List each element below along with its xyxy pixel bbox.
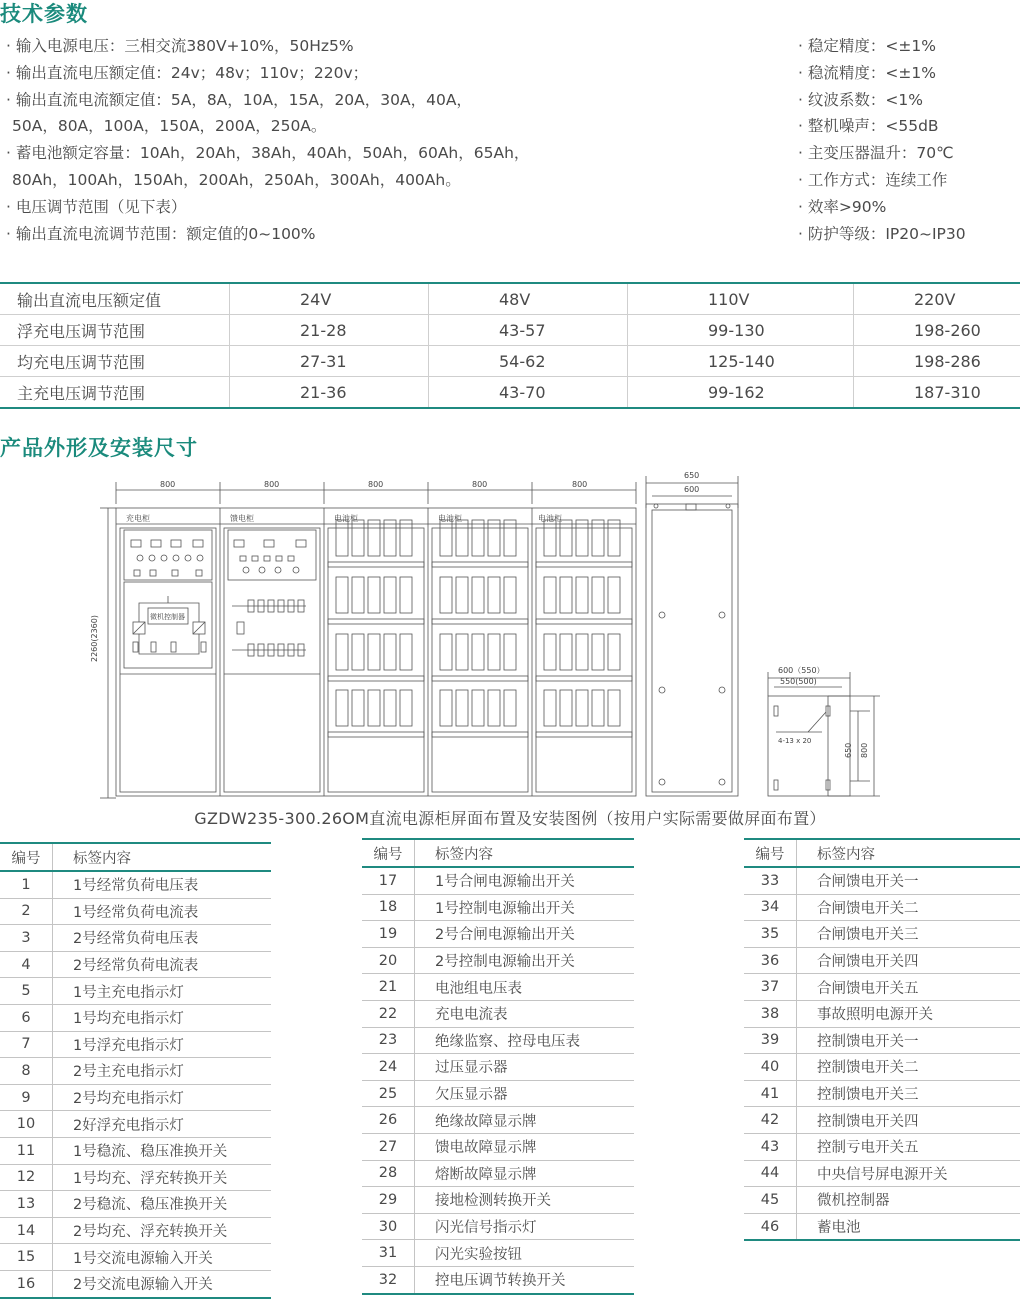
label-number: 1 — [0, 871, 53, 898]
panel-label: 电池柜 — [538, 513, 562, 523]
table-row — [744, 974, 1020, 1001]
label-content: 闪光实验按钮 — [415, 1240, 635, 1267]
label-number: 13 — [0, 1191, 53, 1218]
label-content: 馈电故障显示牌 — [415, 1133, 635, 1160]
table-row — [0, 1244, 271, 1271]
table-cell: 198-286 — [854, 346, 1020, 377]
spec-line: · 蓄电池额定容量：10Ah，20Ah，38Ah，40Ah，50Ah，60Ah，65Ah， — [6, 140, 529, 167]
table-cell: 27-31 — [230, 346, 429, 377]
specs-left — [6, 33, 529, 247]
width-label: 800 — [368, 480, 383, 489]
table-row — [744, 1213, 1020, 1240]
battery-cell — [336, 577, 348, 613]
table-cell: 21-28 — [230, 315, 429, 346]
table-row — [362, 894, 634, 921]
table-row — [0, 871, 271, 898]
base-width-label: 600（550） — [778, 666, 825, 675]
battery-shelf — [432, 619, 528, 624]
side-view — [646, 471, 738, 796]
table-row — [0, 1058, 271, 1085]
battery-shelf — [536, 562, 632, 567]
table-row — [744, 921, 1020, 948]
table-row — [0, 1031, 271, 1058]
side-width-label: 650 — [684, 471, 699, 480]
battery-cell — [504, 634, 516, 670]
battery-shelf — [536, 676, 632, 681]
label-number: 6 — [0, 1004, 53, 1031]
width-label: 800 — [472, 480, 487, 489]
label-number: 14 — [0, 1217, 53, 1244]
battery-cell — [456, 634, 468, 670]
battery-frame — [328, 528, 424, 792]
table-row — [0, 1270, 271, 1297]
label-content: 过压显示器 — [415, 1054, 635, 1081]
battery-cell — [384, 634, 396, 670]
label-number: 36 — [744, 947, 797, 974]
label-content: 1号均充电指示灯 — [53, 1004, 272, 1031]
spec-line: · 防护等级：IP20~IP30 — [798, 221, 966, 248]
label-content: 2号经常负荷电压表 — [53, 925, 272, 952]
label-number: 15 — [0, 1244, 53, 1271]
label-number: 33 — [744, 867, 797, 894]
battery-cell — [368, 690, 380, 726]
outline-title: 产品外形及安装尺寸 — [0, 432, 198, 462]
label-content: 绝缘监察、控母电压表 — [415, 1027, 635, 1054]
table-row — [362, 1107, 634, 1134]
header-no: 编号 — [0, 843, 53, 871]
label-content: 2号交流电源输入开关 — [53, 1270, 272, 1297]
table-row — [0, 1191, 271, 1218]
width-label: 800 — [572, 480, 587, 489]
battery-cell — [592, 634, 604, 670]
battery-cell — [544, 634, 556, 670]
row-label: 均充电压调节范围 — [0, 346, 230, 377]
label-number: 2 — [0, 898, 53, 925]
label-number: 10 — [0, 1111, 53, 1138]
battery-cell — [576, 577, 588, 613]
label-number: 35 — [744, 921, 797, 948]
label-table-1 — [0, 842, 271, 1299]
battery-shelf — [328, 619, 424, 624]
battery-cell — [352, 634, 364, 670]
battery-cell — [608, 520, 620, 556]
label-table-3 — [744, 838, 1020, 1241]
battery-cell — [440, 634, 452, 670]
table-row — [362, 921, 634, 948]
table-row — [362, 1027, 634, 1054]
spec-line: · 稳定精度：<±1% — [798, 33, 966, 60]
table-row — [0, 898, 271, 925]
label-content: 欠压显示器 — [415, 1080, 635, 1107]
header-no: 编号 — [744, 839, 797, 867]
label-content: 合闸馈电开关三 — [797, 921, 1020, 948]
label-content: 1号浮充电指示灯 — [53, 1031, 272, 1058]
table-cell: 187-310 — [854, 377, 1020, 409]
label-content: 控制馈电开关四 — [797, 1107, 1020, 1134]
battery-cell — [504, 520, 516, 556]
table-row — [362, 867, 634, 894]
label-number: 40 — [744, 1054, 797, 1081]
label-content: 2号稳流、稳压准换开关 — [53, 1191, 272, 1218]
label-content: 1号控制电源输出开关 — [415, 894, 635, 921]
table-row — [0, 1217, 271, 1244]
battery-cell — [456, 577, 468, 613]
table-header — [0, 843, 271, 871]
battery-cell — [544, 520, 556, 556]
label-number: 19 — [362, 921, 415, 948]
table-row — [362, 1054, 634, 1081]
table-row — [362, 1187, 634, 1214]
battery-cell — [440, 520, 452, 556]
spec-line: · 稳流精度：<±1% — [798, 60, 966, 87]
hole-label: 4-13 x 20 — [778, 737, 811, 745]
battery-cell — [576, 690, 588, 726]
side-width-label: 600 — [684, 485, 699, 494]
table-cell: 21-36 — [230, 377, 429, 409]
label-content: 2号主充电指示灯 — [53, 1058, 272, 1085]
label-number: 34 — [744, 894, 797, 921]
table-row — [0, 315, 1020, 346]
battery-cell — [400, 634, 412, 670]
table-row — [744, 1133, 1020, 1160]
label-number: 5 — [0, 978, 53, 1005]
battery-cell — [576, 520, 588, 556]
base-plate — [768, 666, 880, 796]
label-number: 46 — [744, 1213, 797, 1240]
panel-label: 电池柜 — [334, 513, 358, 523]
table-row — [0, 1164, 271, 1191]
battery-cell — [440, 577, 452, 613]
label-number: 26 — [362, 1107, 415, 1134]
battery-cell — [400, 690, 412, 726]
label-number: 18 — [362, 894, 415, 921]
label-number: 30 — [362, 1213, 415, 1240]
label-number: 44 — [744, 1160, 797, 1187]
label-content: 蓄电池 — [797, 1213, 1020, 1240]
table-cell: 198-260 — [854, 315, 1020, 346]
label-number: 7 — [0, 1031, 53, 1058]
table-row — [744, 1160, 1020, 1187]
label-content: 控制馈电开关二 — [797, 1054, 1020, 1081]
spec-line: · 输出直流电流调节范围：额定值的0~100% — [6, 221, 529, 248]
battery-cell — [488, 577, 500, 613]
battery-cell — [456, 690, 468, 726]
header-content: 标签内容 — [415, 839, 635, 867]
label-content: 1号主充电指示灯 — [53, 978, 272, 1005]
table-row — [744, 1000, 1020, 1027]
table-row — [362, 1240, 634, 1267]
spec-line: · 电压调节范围（见下表） — [6, 194, 529, 221]
label-content: 事故照明电源开关 — [797, 1000, 1020, 1027]
feeder-cabinet — [224, 528, 320, 792]
battery-cell — [368, 577, 380, 613]
label-number: 16 — [0, 1270, 53, 1297]
spec-line: · 效率>90% — [798, 194, 966, 221]
label-content: 控制亏电开关五 — [797, 1133, 1020, 1160]
label-content: 控制馈电开关三 — [797, 1080, 1020, 1107]
spec-line: · 输出直流电压额定值：24v；48v；110v；220v； — [6, 60, 529, 87]
table-cell: 99-162 — [628, 377, 854, 409]
battery-cell — [400, 577, 412, 613]
table-cell: 54-62 — [429, 346, 628, 377]
battery-cell — [592, 577, 604, 613]
label-number: 37 — [744, 974, 797, 1001]
battery-shelf — [328, 732, 424, 737]
table-row — [744, 947, 1020, 974]
table-cell: 43-57 — [429, 315, 628, 346]
row-label: 主充电压调节范围 — [0, 377, 230, 409]
breaker-row — [232, 600, 306, 656]
battery-cell — [504, 577, 516, 613]
specs-right — [798, 33, 966, 247]
label-number: 42 — [744, 1107, 797, 1134]
label-number: 12 — [0, 1164, 53, 1191]
table-cell: 125-140 — [628, 346, 854, 377]
table-row — [744, 894, 1020, 921]
battery-cell — [592, 690, 604, 726]
header-content: 标签内容 — [53, 843, 272, 871]
spec-line: · 输入电源电压：三相交流380V+10%，50Hz5% — [6, 33, 529, 60]
label-number: 20 — [362, 947, 415, 974]
label-content: 2号经常负荷电流表 — [53, 951, 272, 978]
battery-cell — [608, 690, 620, 726]
battery-cell — [400, 520, 412, 556]
battery-cell — [368, 520, 380, 556]
table-row — [362, 1133, 634, 1160]
battery-shelf — [536, 732, 632, 737]
label-content: 1号稳流、稳压准换开关 — [53, 1137, 272, 1164]
battery-cell — [336, 690, 348, 726]
table-row — [362, 1160, 634, 1187]
battery-cell — [352, 520, 364, 556]
label-content: 2号均充、浮充转换开关 — [53, 1217, 272, 1244]
table-cell: 24V — [230, 283, 429, 315]
battery-cell — [336, 520, 348, 556]
table-row — [362, 1000, 634, 1027]
battery-cell — [560, 690, 572, 726]
label-number: 39 — [744, 1027, 797, 1054]
table-header — [362, 839, 634, 867]
table-row — [0, 978, 271, 1005]
battery-frame — [536, 528, 632, 792]
battery-cell — [488, 520, 500, 556]
label-number: 21 — [362, 974, 415, 1001]
table-row — [744, 1107, 1020, 1134]
label-content: 2号均充电指示灯 — [53, 1084, 272, 1111]
battery-cell — [352, 690, 364, 726]
table-row — [0, 283, 1020, 315]
label-table-2 — [362, 838, 634, 1295]
label-content: 2号控制电源输出开关 — [415, 947, 635, 974]
row-label: 浮充电压调节范围 — [0, 315, 230, 346]
battery-cell — [544, 690, 556, 726]
spec-line: 50A，80A，100A，150A，200A，250A。 — [6, 113, 529, 140]
battery-cell — [576, 634, 588, 670]
spec-line: · 工作方式：连续工作 — [798, 167, 966, 194]
label-number: 24 — [362, 1054, 415, 1081]
label-number: 29 — [362, 1187, 415, 1214]
battery-cell — [472, 690, 484, 726]
label-number: 32 — [362, 1266, 415, 1293]
table-row — [0, 951, 271, 978]
voltage-range-table — [0, 282, 1020, 409]
label-number: 31 — [362, 1240, 415, 1267]
battery-cell — [488, 690, 500, 726]
battery-cell — [472, 577, 484, 613]
battery-cell — [336, 634, 348, 670]
spec-line: · 整机噪声：<55dB — [798, 113, 966, 140]
label-content: 闪光信号指示灯 — [415, 1213, 635, 1240]
spec-line: · 输出直流电流额定值：5A，8A，10A，15A，20A，30A，40A， — [6, 87, 529, 114]
label-content: 合闸馈电开关四 — [797, 947, 1020, 974]
charging-cabinet — [120, 528, 216, 792]
battery-shelf — [432, 676, 528, 681]
width-label: 800 — [264, 480, 279, 489]
table-cell: 110V — [628, 283, 854, 315]
battery-cell — [472, 520, 484, 556]
label-content: 控电压调节转换开关 — [415, 1266, 635, 1293]
cabinet-layout-drawing — [0, 460, 1020, 805]
panel-label: 馈电柜 — [230, 513, 254, 523]
label-content: 电池组电压表 — [415, 974, 635, 1001]
tech-params-title: 技术参数 — [0, 0, 88, 28]
label-number: 23 — [362, 1027, 415, 1054]
battery-shelf — [328, 676, 424, 681]
label-content: 1号经常负荷电压表 — [53, 871, 272, 898]
label-content: 2号合闸电源输出开关 — [415, 921, 635, 948]
label-number: 25 — [362, 1080, 415, 1107]
table-row — [0, 1111, 271, 1138]
label-number: 8 — [0, 1058, 53, 1085]
table-row — [362, 1213, 634, 1240]
label-content: 微机控制器 — [797, 1187, 1020, 1214]
width-label: 800 — [160, 480, 175, 489]
battery-cell — [440, 690, 452, 726]
label-number: 38 — [744, 1000, 797, 1027]
header-no: 编号 — [362, 839, 415, 867]
base-height-label: 650 — [844, 743, 853, 758]
panel-label: 充电柜 — [126, 513, 150, 523]
label-content: 合闸馈电开关一 — [797, 867, 1020, 894]
spec-line: · 纹波系数：<1% — [798, 87, 966, 114]
label-content: 1号均充、浮充转换开关 — [53, 1164, 272, 1191]
battery-cell — [608, 634, 620, 670]
table-row — [744, 1027, 1020, 1054]
table-row — [362, 1080, 634, 1107]
battery-frame — [432, 528, 528, 792]
label-number: 17 — [362, 867, 415, 894]
table-cell: 220V — [854, 283, 1020, 315]
battery-cell — [384, 520, 396, 556]
label-content: 1号合闸电源输出开关 — [415, 867, 635, 894]
table-row — [362, 1266, 634, 1293]
battery-cell — [488, 634, 500, 670]
battery-cell — [352, 577, 364, 613]
label-number: 9 — [0, 1084, 53, 1111]
table-row — [744, 1080, 1020, 1107]
label-content: 合闸馈电开关五 — [797, 974, 1020, 1001]
label-content: 2好浮充电指示灯 — [53, 1111, 272, 1138]
header-content: 标签内容 — [797, 839, 1020, 867]
label-content: 中央信号屏电源开关 — [797, 1160, 1020, 1187]
table-row — [744, 1054, 1020, 1081]
battery-cabinets — [328, 520, 632, 792]
battery-shelf — [328, 562, 424, 567]
battery-cell — [384, 577, 396, 613]
table-row — [0, 1137, 271, 1164]
battery-cell — [504, 690, 516, 726]
row-label: 输出直流电压额定值 — [0, 283, 230, 315]
table-row — [744, 867, 1020, 894]
table-row — [0, 925, 271, 952]
battery-cell — [560, 634, 572, 670]
battery-cell — [608, 577, 620, 613]
controller-label: 微机控制器 — [150, 612, 185, 621]
battery-cell — [368, 634, 380, 670]
width-dimensions — [116, 480, 636, 504]
battery-shelf — [536, 619, 632, 624]
battery-cell — [560, 520, 572, 556]
battery-shelf — [432, 562, 528, 567]
battery-cell — [472, 634, 484, 670]
label-number: 27 — [362, 1133, 415, 1160]
label-content: 1号经常负荷电流表 — [53, 898, 272, 925]
table-cell: 48V — [429, 283, 628, 315]
label-content: 接地检测转换开关 — [415, 1187, 635, 1214]
spec-line: · 主变压器温升：70℃ — [798, 140, 966, 167]
battery-cell — [456, 520, 468, 556]
table-cell: 43-70 — [429, 377, 628, 409]
label-content: 绝缘故障显示牌 — [415, 1107, 635, 1134]
battery-shelf — [432, 732, 528, 737]
table-header — [744, 839, 1020, 867]
table-cell: 99-130 — [628, 315, 854, 346]
drawing-caption: GZDW235-300.26OM直流电源柜屏面布置及安装图例（按用户实际需要做屏面布置） — [0, 806, 1020, 829]
table-row — [362, 947, 634, 974]
label-number: 3 — [0, 925, 53, 952]
label-number: 22 — [362, 1000, 415, 1027]
label-number: 28 — [362, 1160, 415, 1187]
spec-line: 80Ah，100Ah，150Ah，200Ah，250Ah，300Ah，400Ah。 — [6, 167, 529, 194]
battery-cell — [384, 690, 396, 726]
label-content: 合闸馈电开关二 — [797, 894, 1020, 921]
battery-cell — [544, 577, 556, 613]
table-row — [0, 1084, 271, 1111]
table-row — [0, 1004, 271, 1031]
table-row — [362, 974, 634, 1001]
label-number: 45 — [744, 1187, 797, 1214]
label-number: 41 — [744, 1080, 797, 1107]
table-row — [744, 1187, 1020, 1214]
table-row — [0, 377, 1020, 409]
label-content: 控制馈电开关一 — [797, 1027, 1020, 1054]
battery-cell — [592, 520, 604, 556]
table-row — [0, 346, 1020, 377]
label-number: 11 — [0, 1137, 53, 1164]
label-content: 1号交流电源输入开关 — [53, 1244, 272, 1271]
label-number: 4 — [0, 951, 53, 978]
label-number: 43 — [744, 1133, 797, 1160]
height-label: 2260(2360) — [90, 615, 99, 662]
base-height-label: 800 — [860, 743, 869, 758]
label-content: 充电电流表 — [415, 1000, 635, 1027]
base-width-label: 550(500) — [780, 677, 817, 686]
battery-cell — [560, 577, 572, 613]
panel-label: 电池柜 — [438, 513, 462, 523]
label-content: 熔断故障显示牌 — [415, 1160, 635, 1187]
